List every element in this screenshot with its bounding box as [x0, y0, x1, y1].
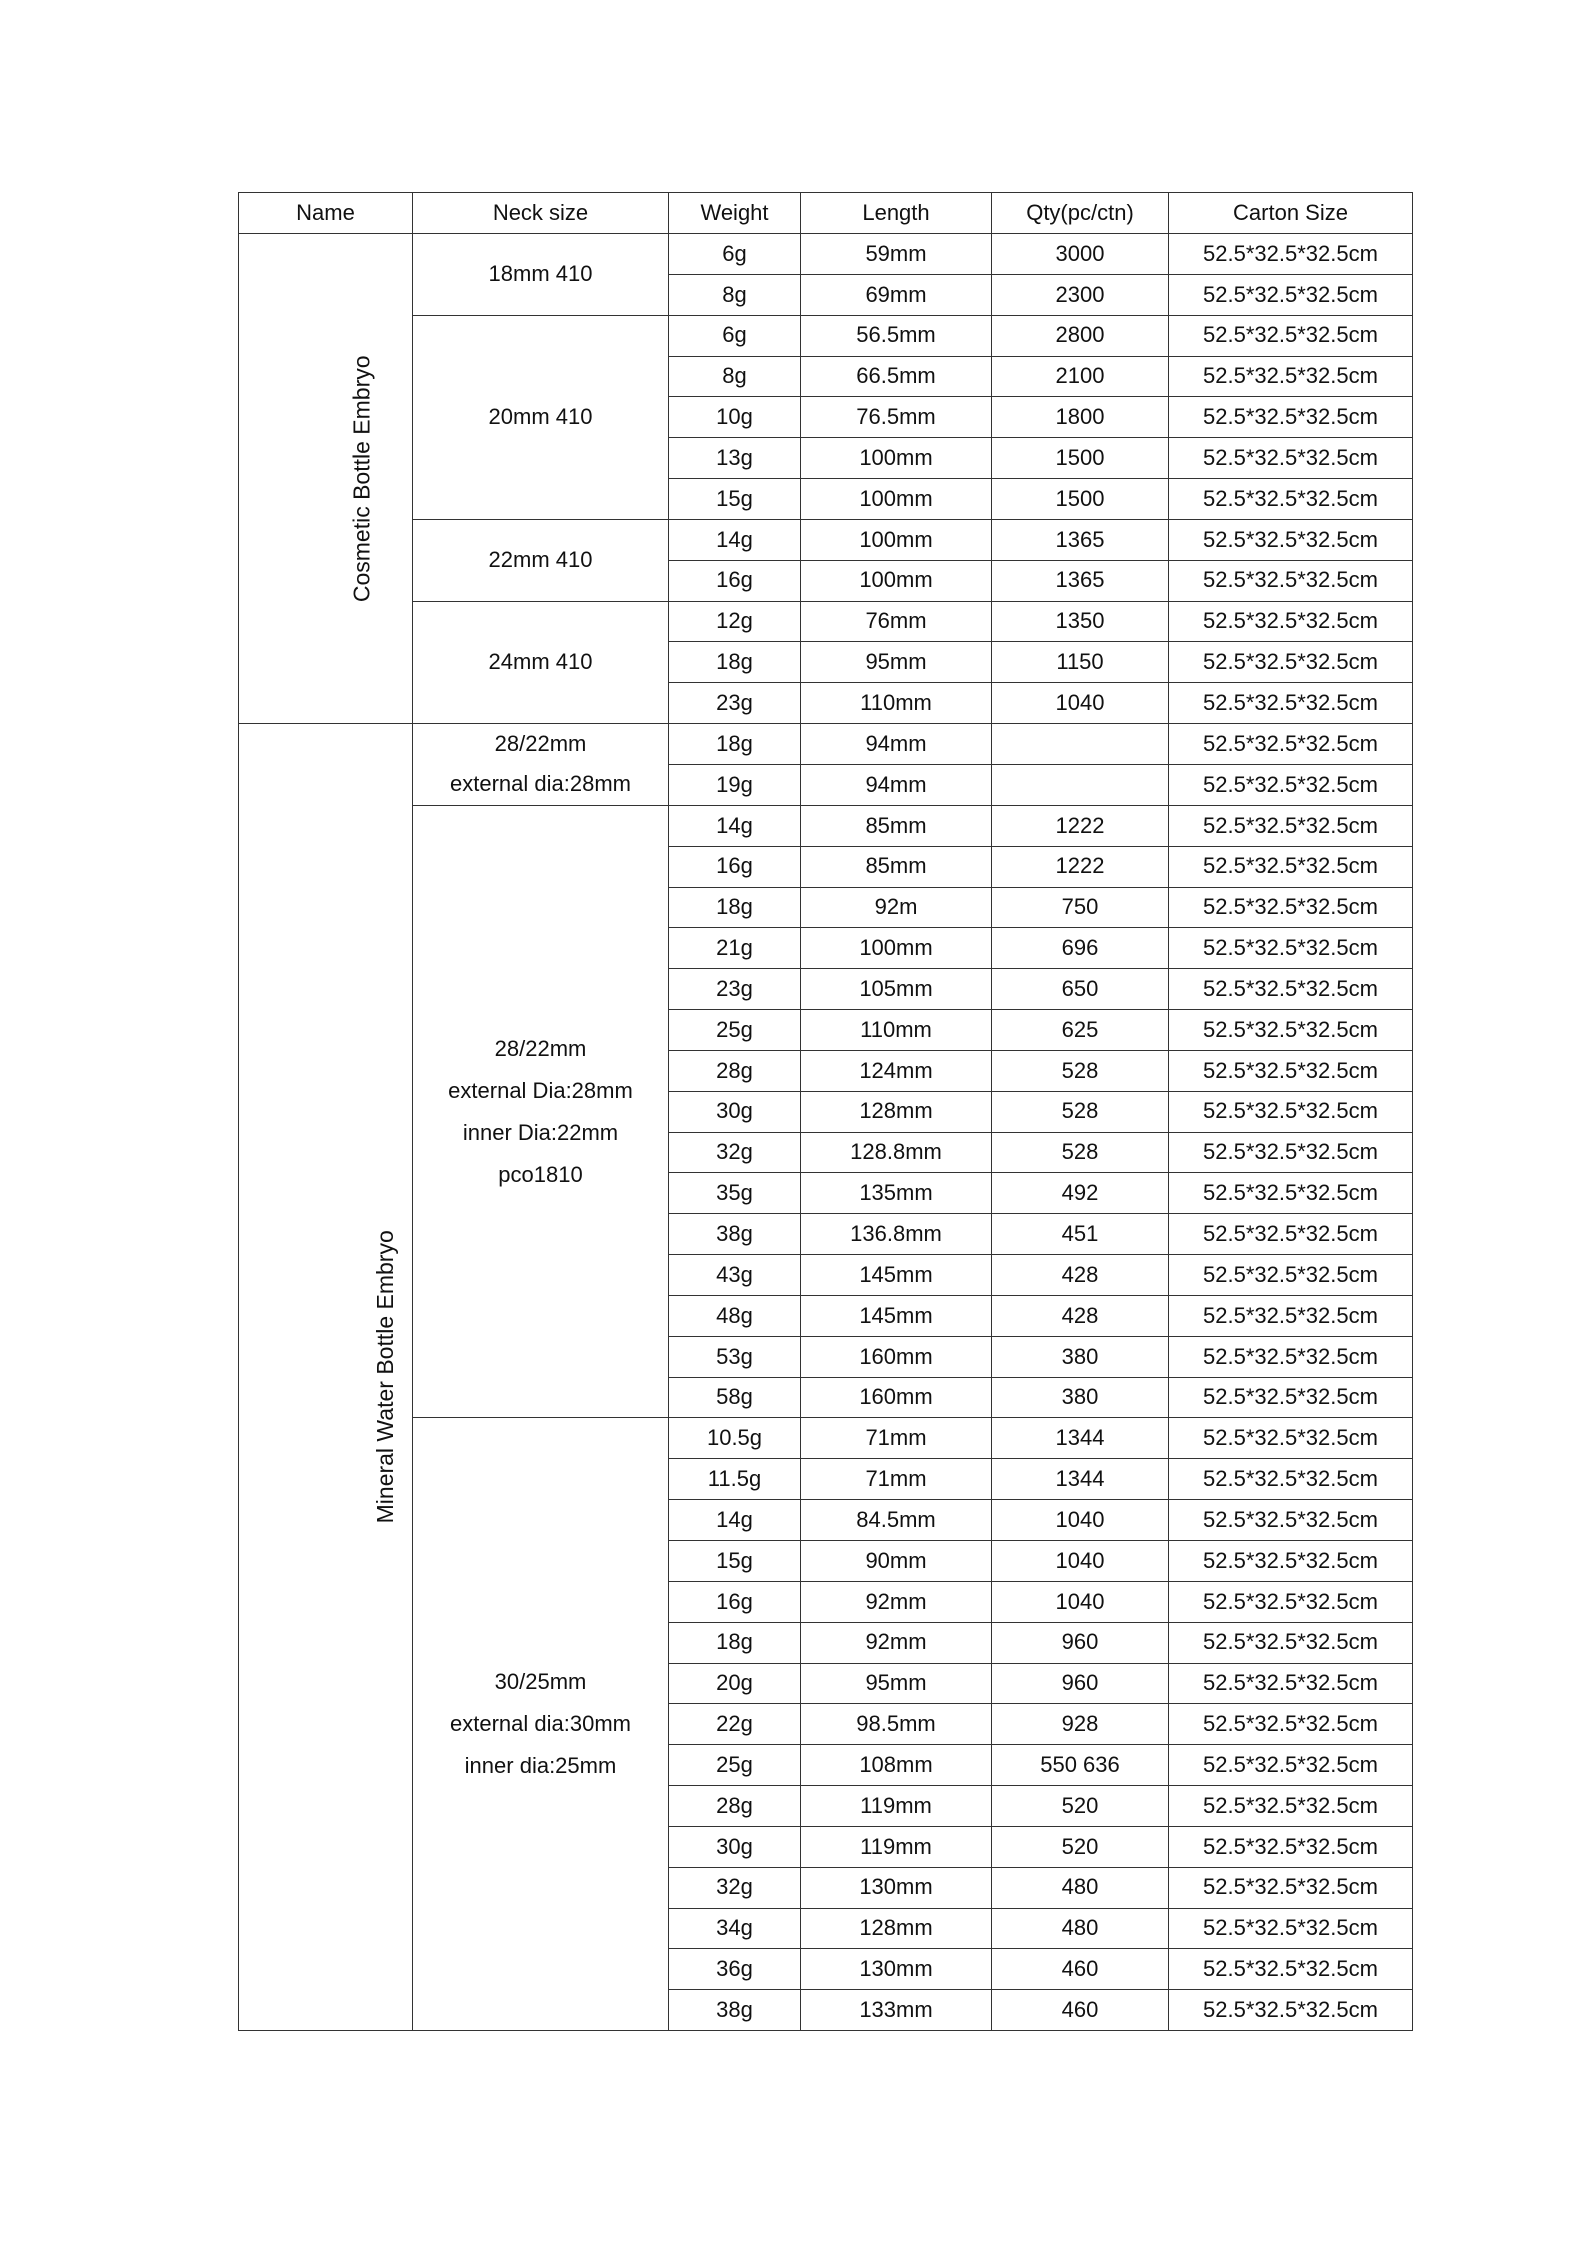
- neck-size-cell: [413, 805, 669, 1418]
- neck-size-line: external Dia:28mm: [448, 1077, 633, 1103]
- qty-cell: 1500: [992, 479, 1169, 520]
- carton-size-cell: 52.5*32.5*32.5cm: [1169, 1091, 1413, 1132]
- carton-size-cell: 52.5*32.5*32.5cm: [1169, 1500, 1413, 1541]
- length-cell: 160mm: [801, 1377, 992, 1418]
- weight-cell: 28g: [669, 1050, 801, 1091]
- weight-cell: 14g: [669, 1500, 801, 1541]
- carton-size-cell: 52.5*32.5*32.5cm: [1169, 1050, 1413, 1091]
- length-cell: 130mm: [801, 1867, 992, 1908]
- neck-size-cell: external dia:28mm: [413, 764, 669, 805]
- neck-size-line: 20mm 410: [488, 404, 593, 430]
- length-cell: 100mm: [801, 479, 992, 520]
- qty-cell: 550 636: [992, 1745, 1169, 1786]
- qty-cell: 750: [992, 887, 1169, 928]
- length-cell: 128mm: [801, 1091, 992, 1132]
- length-cell: 100mm: [801, 519, 992, 560]
- qty-cell: 428: [992, 1255, 1169, 1296]
- carton-size-cell: 52.5*32.5*32.5cm: [1169, 560, 1413, 601]
- carton-size-cell: 52.5*32.5*32.5cm: [1169, 1132, 1413, 1173]
- carton-size-cell: 52.5*32.5*32.5cm: [1169, 724, 1413, 765]
- weight-cell: 6g: [669, 234, 801, 275]
- qty-cell: 528: [992, 1050, 1169, 1091]
- length-cell: 133mm: [801, 1990, 992, 2031]
- neck-size-line: inner dia:25mm: [464, 1753, 617, 1779]
- length-cell: 76.5mm: [801, 397, 992, 438]
- qty-cell: 492: [992, 1173, 1169, 1214]
- length-cell: 128.8mm: [801, 1132, 992, 1173]
- weight-cell: 32g: [669, 1867, 801, 1908]
- table-row: [239, 601, 1413, 642]
- header-neck-size: Neck size: [413, 193, 669, 234]
- length-cell: 100mm: [801, 928, 992, 969]
- weight-cell: 16g: [669, 846, 801, 887]
- length-cell: 135mm: [801, 1173, 992, 1214]
- qty-cell: 2100: [992, 356, 1169, 397]
- qty-cell: 1150: [992, 642, 1169, 683]
- weight-cell: 14g: [669, 519, 801, 560]
- carton-size-cell: 52.5*32.5*32.5cm: [1169, 887, 1413, 928]
- length-cell: 110mm: [801, 1010, 992, 1051]
- table-header: [239, 193, 1413, 234]
- neck-size-line: 24mm 410: [488, 649, 593, 675]
- length-cell: 69mm: [801, 274, 992, 315]
- qty-cell: [992, 724, 1169, 765]
- weight-cell: 25g: [669, 1745, 801, 1786]
- carton-size-cell: 52.5*32.5*32.5cm: [1169, 1908, 1413, 1949]
- qty-cell: 3000: [992, 234, 1169, 275]
- length-cell: 94mm: [801, 764, 992, 805]
- header-weight: Weight: [669, 193, 801, 234]
- carton-size-cell: 52.5*32.5*32.5cm: [1169, 1255, 1413, 1296]
- weight-cell: 21g: [669, 928, 801, 969]
- weight-cell: 23g: [669, 969, 801, 1010]
- weight-cell: 25g: [669, 1010, 801, 1051]
- length-cell: 124mm: [801, 1050, 992, 1091]
- carton-size-cell: 52.5*32.5*32.5cm: [1169, 1336, 1413, 1377]
- qty-cell: 520: [992, 1826, 1169, 1867]
- qty-cell: 1800: [992, 397, 1169, 438]
- length-cell: 105mm: [801, 969, 992, 1010]
- carton-size-cell: 52.5*32.5*32.5cm: [1169, 846, 1413, 887]
- qty-cell: 1222: [992, 805, 1169, 846]
- carton-size-cell: 52.5*32.5*32.5cm: [1169, 1010, 1413, 1051]
- carton-size-cell: 52.5*32.5*32.5cm: [1169, 1826, 1413, 1867]
- neck-size-cell: [413, 234, 669, 316]
- weight-cell: 12g: [669, 601, 801, 642]
- length-cell: 119mm: [801, 1786, 992, 1827]
- qty-cell: 1365: [992, 519, 1169, 560]
- neck-size-cell: [413, 601, 669, 724]
- weight-cell: 18g: [669, 1622, 801, 1663]
- weight-cell: 38g: [669, 1214, 801, 1255]
- neck-size-line: 18mm 410: [488, 261, 593, 287]
- neck-size-line: 22mm 410: [488, 547, 593, 573]
- carton-size-cell: 52.5*32.5*32.5cm: [1169, 1295, 1413, 1336]
- header-qty: Qty(pc/ctn): [992, 193, 1169, 234]
- qty-cell: 2300: [992, 274, 1169, 315]
- qty-cell: 380: [992, 1377, 1169, 1418]
- qty-cell: 1350: [992, 601, 1169, 642]
- weight-cell: 20g: [669, 1663, 801, 1704]
- carton-size-cell: 52.5*32.5*32.5cm: [1169, 1541, 1413, 1582]
- length-cell: 130mm: [801, 1949, 992, 1990]
- weight-cell: 28g: [669, 1786, 801, 1827]
- neck-size-cell: 28/22mm: [413, 724, 669, 765]
- weight-cell: 58g: [669, 1377, 801, 1418]
- length-cell: 145mm: [801, 1255, 992, 1296]
- carton-size-cell: 52.5*32.5*32.5cm: [1169, 1377, 1413, 1418]
- carton-size-cell: 52.5*32.5*32.5cm: [1169, 764, 1413, 805]
- length-cell: 85mm: [801, 846, 992, 887]
- weight-cell: 18g: [669, 887, 801, 928]
- length-cell: 59mm: [801, 234, 992, 275]
- table-row: [239, 764, 1413, 805]
- weight-cell: 23g: [669, 683, 801, 724]
- carton-size-cell: 52.5*32.5*32.5cm: [1169, 1745, 1413, 1786]
- carton-size-cell: 52.5*32.5*32.5cm: [1169, 1173, 1413, 1214]
- qty-cell: 625: [992, 1010, 1169, 1051]
- weight-cell: 18g: [669, 642, 801, 683]
- weight-cell: 15g: [669, 1541, 801, 1582]
- neck-size-cell: [413, 519, 669, 601]
- length-cell: 119mm: [801, 1826, 992, 1867]
- weight-cell: 10.5g: [669, 1418, 801, 1459]
- neck-size-line: 28/22mm: [494, 1035, 587, 1061]
- weight-cell: 6g: [669, 315, 801, 356]
- length-cell: 94mm: [801, 724, 992, 765]
- product-name-cell: [239, 724, 413, 2031]
- neck-size-cell: [413, 1418, 669, 2031]
- carton-size-cell: 52.5*32.5*32.5cm: [1169, 438, 1413, 479]
- length-cell: 100mm: [801, 560, 992, 601]
- weight-cell: 32g: [669, 1132, 801, 1173]
- qty-cell: 480: [992, 1908, 1169, 1949]
- product-name: Mineral Water Bottle Embryo: [371, 1230, 398, 1524]
- length-cell: 160mm: [801, 1336, 992, 1377]
- carton-size-cell: 52.5*32.5*32.5cm: [1169, 519, 1413, 560]
- header-carton-size: Carton Size: [1169, 193, 1413, 234]
- carton-size-cell: 52.5*32.5*32.5cm: [1169, 1867, 1413, 1908]
- qty-cell: 960: [992, 1622, 1169, 1663]
- neck-size-cell: [413, 315, 669, 519]
- table-body: [239, 234, 1413, 2031]
- qty-cell: 1040: [992, 1581, 1169, 1622]
- weight-cell: 13g: [669, 438, 801, 479]
- weight-cell: 30g: [669, 1091, 801, 1132]
- weight-cell: 43g: [669, 1255, 801, 1296]
- weight-cell: 8g: [669, 356, 801, 397]
- carton-size-cell: 52.5*32.5*32.5cm: [1169, 234, 1413, 275]
- length-cell: 56.5mm: [801, 315, 992, 356]
- weight-cell: 15g: [669, 479, 801, 520]
- carton-size-cell: 52.5*32.5*32.5cm: [1169, 315, 1413, 356]
- qty-cell: 1222: [992, 846, 1169, 887]
- header-name: Name: [239, 193, 413, 234]
- length-cell: 90mm: [801, 1541, 992, 1582]
- qty-cell: 2800: [992, 315, 1169, 356]
- weight-cell: 16g: [669, 1581, 801, 1622]
- weight-cell: 48g: [669, 1295, 801, 1336]
- weight-cell: 34g: [669, 1908, 801, 1949]
- table-row: [239, 234, 1413, 275]
- product-name-cell: [239, 234, 413, 724]
- table-row: [239, 1418, 1413, 1459]
- qty-cell: 1040: [992, 1500, 1169, 1541]
- length-cell: 92mm: [801, 1581, 992, 1622]
- weight-cell: 53g: [669, 1336, 801, 1377]
- carton-size-cell: 52.5*32.5*32.5cm: [1169, 1704, 1413, 1745]
- weight-cell: 10g: [669, 397, 801, 438]
- qty-cell: 650: [992, 969, 1169, 1010]
- carton-size-cell: 52.5*32.5*32.5cm: [1169, 1581, 1413, 1622]
- carton-size-cell: 52.5*32.5*32.5cm: [1169, 1990, 1413, 2031]
- product-name: Cosmetic Bottle Embryo: [348, 355, 375, 602]
- carton-size-cell: 52.5*32.5*32.5cm: [1169, 1622, 1413, 1663]
- length-cell: 66.5mm: [801, 356, 992, 397]
- neck-size-line: 30/25mm: [494, 1669, 587, 1695]
- table-row: [239, 315, 1413, 356]
- length-cell: 85mm: [801, 805, 992, 846]
- carton-size-cell: 52.5*32.5*32.5cm: [1169, 1786, 1413, 1827]
- neck-size-line: external dia:30mm: [450, 1711, 631, 1737]
- weight-cell: 11.5g: [669, 1459, 801, 1500]
- qty-cell: 960: [992, 1663, 1169, 1704]
- qty-cell: 528: [992, 1091, 1169, 1132]
- carton-size-cell: 52.5*32.5*32.5cm: [1169, 274, 1413, 315]
- table-row: [239, 805, 1413, 846]
- length-cell: 108mm: [801, 1745, 992, 1786]
- carton-size-cell: 52.5*32.5*32.5cm: [1169, 928, 1413, 969]
- length-cell: 92m: [801, 887, 992, 928]
- qty-cell: 1344: [992, 1459, 1169, 1500]
- carton-size-cell: 52.5*32.5*32.5cm: [1169, 479, 1413, 520]
- length-cell: 84.5mm: [801, 1500, 992, 1541]
- weight-cell: 36g: [669, 1949, 801, 1990]
- qty-cell: 380: [992, 1336, 1169, 1377]
- qty-cell: [992, 764, 1169, 805]
- carton-size-cell: 52.5*32.5*32.5cm: [1169, 356, 1413, 397]
- carton-size-cell: 52.5*32.5*32.5cm: [1169, 1949, 1413, 1990]
- weight-cell: 14g: [669, 805, 801, 846]
- length-cell: 95mm: [801, 642, 992, 683]
- carton-size-cell: 52.5*32.5*32.5cm: [1169, 601, 1413, 642]
- carton-size-cell: 52.5*32.5*32.5cm: [1169, 1214, 1413, 1255]
- carton-size-cell: 52.5*32.5*32.5cm: [1169, 1459, 1413, 1500]
- length-cell: 145mm: [801, 1295, 992, 1336]
- qty-cell: 696: [992, 928, 1169, 969]
- table-row: [239, 519, 1413, 560]
- length-cell: 95mm: [801, 1663, 992, 1704]
- carton-size-cell: 52.5*32.5*32.5cm: [1169, 1663, 1413, 1704]
- qty-cell: 1344: [992, 1418, 1169, 1459]
- neck-size-line: inner Dia:22mm: [462, 1119, 619, 1145]
- length-cell: 71mm: [801, 1459, 992, 1500]
- length-cell: 136.8mm: [801, 1214, 992, 1255]
- weight-cell: 16g: [669, 560, 801, 601]
- carton-size-cell: 52.5*32.5*32.5cm: [1169, 642, 1413, 683]
- neck-size-line: pco1810: [498, 1161, 583, 1187]
- length-cell: 92mm: [801, 1622, 992, 1663]
- weight-cell: 35g: [669, 1173, 801, 1214]
- carton-size-cell: 52.5*32.5*32.5cm: [1169, 397, 1413, 438]
- header-length: Length: [801, 193, 992, 234]
- header-row: [239, 193, 1413, 234]
- qty-cell: 1040: [992, 683, 1169, 724]
- carton-size-cell: 52.5*32.5*32.5cm: [1169, 805, 1413, 846]
- carton-size-cell: 52.5*32.5*32.5cm: [1169, 969, 1413, 1010]
- qty-cell: 528: [992, 1132, 1169, 1173]
- weight-cell: 22g: [669, 1704, 801, 1745]
- weight-cell: 18g: [669, 724, 801, 765]
- length-cell: 100mm: [801, 438, 992, 479]
- qty-cell: 1365: [992, 560, 1169, 601]
- carton-size-cell: 52.5*32.5*32.5cm: [1169, 1418, 1413, 1459]
- weight-cell: 38g: [669, 1990, 801, 2031]
- carton-size-cell: 52.5*32.5*32.5cm: [1169, 683, 1413, 724]
- length-cell: 110mm: [801, 683, 992, 724]
- qty-cell: 1500: [992, 438, 1169, 479]
- table-row: [239, 724, 1413, 765]
- length-cell: 76mm: [801, 601, 992, 642]
- weight-cell: 19g: [669, 764, 801, 805]
- qty-cell: 451: [992, 1214, 1169, 1255]
- qty-cell: 1040: [992, 1541, 1169, 1582]
- qty-cell: 520: [992, 1786, 1169, 1827]
- qty-cell: 480: [992, 1867, 1169, 1908]
- qty-cell: 928: [992, 1704, 1169, 1745]
- weight-cell: 8g: [669, 274, 801, 315]
- spec-table: [238, 192, 1413, 2031]
- length-cell: 98.5mm: [801, 1704, 992, 1745]
- length-cell: 128mm: [801, 1908, 992, 1949]
- length-cell: 71mm: [801, 1418, 992, 1459]
- qty-cell: 460: [992, 1949, 1169, 1990]
- weight-cell: 30g: [669, 1826, 801, 1867]
- qty-cell: 428: [992, 1295, 1169, 1336]
- qty-cell: 460: [992, 1990, 1169, 2031]
